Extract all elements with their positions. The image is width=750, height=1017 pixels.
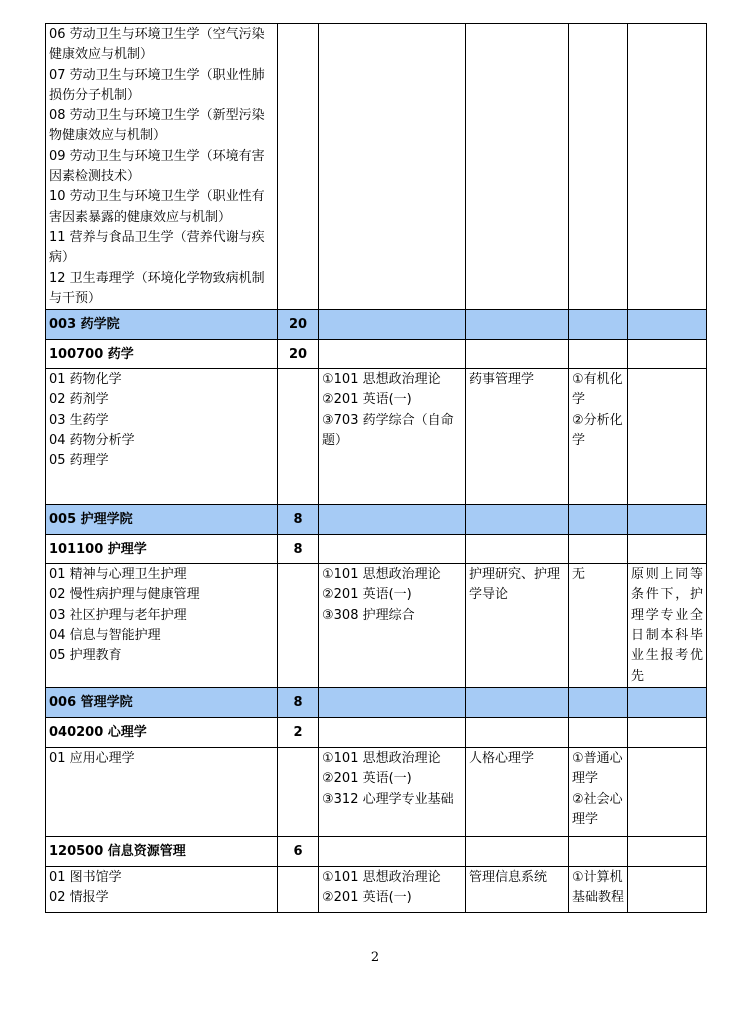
- college-row: [46, 688, 707, 718]
- exam-subject: ③312 心理学专业基础: [322, 791, 454, 807]
- addition-subject: 无: [572, 567, 586, 583]
- major-name: 101100 护理学: [46, 535, 278, 564]
- direction-item: 09 劳动卫生与环境卫生学（环境有害因素检测技术）: [49, 148, 265, 185]
- major-name: 040200 心理学: [46, 718, 278, 748]
- major-quota: 2: [278, 718, 319, 748]
- note-cell: [628, 24, 707, 310]
- note-cell: [628, 369, 707, 505]
- direction-item: 02 药剂学: [49, 392, 109, 408]
- direction-item: 07 劳动卫生与环境卫生学（职业性肺损伤分子机制）: [49, 67, 265, 103]
- exam-subject: ②201 英语(一): [322, 587, 412, 603]
- college-row: [46, 505, 707, 535]
- note-cell: [628, 867, 707, 913]
- exam-subject: ②201 英语(一): [322, 392, 412, 408]
- major-row: [46, 535, 707, 564]
- detail-row: [46, 369, 707, 505]
- major-quota: 6: [278, 837, 319, 867]
- retest-cell: 人格心理学: [466, 748, 569, 837]
- direction-cell: [46, 24, 278, 310]
- direction-item: 10 劳动卫生与环境卫生学（职业性有害因素暴露的健康效应与机制）: [49, 189, 265, 225]
- major-name: 100700 药学: [46, 340, 278, 369]
- addition-subject: ②社会心理学: [572, 791, 623, 828]
- major-name: 120500 信息资源管理: [46, 837, 278, 867]
- major-quota: 8: [278, 535, 319, 564]
- direction-cell: [46, 867, 278, 913]
- continuation-row: [46, 24, 707, 310]
- quota-cell: [278, 369, 319, 505]
- exam-subject: ①101 思想政治理论: [322, 372, 441, 388]
- direction-item: 02 慢性病护理与健康管理: [49, 587, 200, 603]
- addition-cell: [569, 564, 628, 688]
- college-row: [46, 310, 707, 340]
- addition-subject: ①普通心理学: [572, 751, 623, 787]
- major-row: [46, 837, 707, 867]
- major-row: [46, 718, 707, 748]
- direction-item: 01 图书馆学: [49, 870, 122, 886]
- exam-subject: ③703 药学综合（自命题）: [322, 412, 454, 449]
- addition-cell: [569, 369, 628, 505]
- direction-item: 03 生药学: [49, 412, 109, 428]
- direction-item: 08 劳动卫生与环境卫生学（新型污染物健康效应与机制）: [49, 108, 265, 144]
- addition-cell: [569, 748, 628, 837]
- direction-item: 06 劳动卫生与环境卫生学（空气污染健康效应与机制）: [49, 27, 265, 63]
- addition-subject: ①计算机基础教程: [572, 870, 625, 906]
- direction-item: 04 药物分析学: [49, 433, 135, 449]
- note-cell: [628, 748, 707, 837]
- exam-subject: ②201 英语(一): [322, 890, 412, 906]
- detail-row: [46, 564, 707, 688]
- college-name: 006 管理学院: [46, 688, 278, 718]
- direction-item: 01 药物化学: [49, 372, 122, 388]
- direction-item: 02 情报学: [49, 890, 109, 906]
- quota-cell: [278, 564, 319, 688]
- direction-item: 04 信息与智能护理: [49, 628, 161, 644]
- exam-subject: ①101 思想政治理论: [322, 567, 441, 583]
- exam-cell: [319, 564, 466, 688]
- quota-cell: [278, 867, 319, 913]
- note-cell: 原则上同等条件下，护理学专业全日制本科毕业生报考优先: [628, 564, 707, 688]
- exam-cell: [319, 748, 466, 837]
- college-quota: 8: [278, 688, 319, 718]
- major-quota: 20: [278, 340, 319, 369]
- college-quota: 20: [278, 310, 319, 340]
- major-row: [46, 340, 707, 369]
- direction-item: 12 卫生毒理学（环境化学物致病机制与干预）: [49, 270, 265, 306]
- direction-cell: [46, 748, 278, 837]
- college-name: 003 药学院: [46, 310, 278, 340]
- admissions-catalog-table: [45, 23, 707, 913]
- addition-subject: ②分析化学: [572, 412, 623, 449]
- retest-cell: [466, 24, 569, 310]
- college-name: 005 护理学院: [46, 505, 278, 535]
- exam-cell: [319, 369, 466, 505]
- direction-cell: [46, 564, 278, 688]
- college-quota: 8: [278, 505, 319, 535]
- addition-subject: ①有机化学: [572, 372, 623, 408]
- addition-cell: [569, 867, 628, 913]
- retest-cell: 护理研究、护理学导论: [466, 564, 569, 688]
- direction-item: 05 护理教育: [49, 648, 122, 664]
- page-number: 2: [370, 950, 380, 965]
- detail-row: [46, 748, 707, 837]
- retest-cell: 管理信息系统: [466, 867, 569, 913]
- direction-item: 01 精神与心理卫生护理: [49, 567, 187, 583]
- exam-subject: ②201 英语(一): [322, 771, 412, 787]
- exam-subject: ①101 思想政治理论: [322, 751, 441, 767]
- direction-item: 03 社区护理与老年护理: [49, 607, 187, 623]
- direction-item: 05 药理学: [49, 453, 109, 469]
- exam-subject: ③308 护理综合: [322, 607, 415, 623]
- detail-row: [46, 867, 707, 913]
- exam-subject: ①101 思想政治理论: [322, 870, 441, 886]
- quota-cell: [278, 24, 319, 310]
- direction-cell: [46, 369, 278, 505]
- quota-cell: [278, 748, 319, 837]
- addition-cell: [569, 24, 628, 310]
- exam-cell: [319, 867, 466, 913]
- exam-cell: [319, 24, 466, 310]
- retest-cell: 药事管理学: [466, 369, 569, 505]
- direction-item: 01 应用心理学: [49, 751, 135, 767]
- direction-item: 11 营养与食品卫生学（营养代谢与疾病）: [49, 229, 265, 266]
